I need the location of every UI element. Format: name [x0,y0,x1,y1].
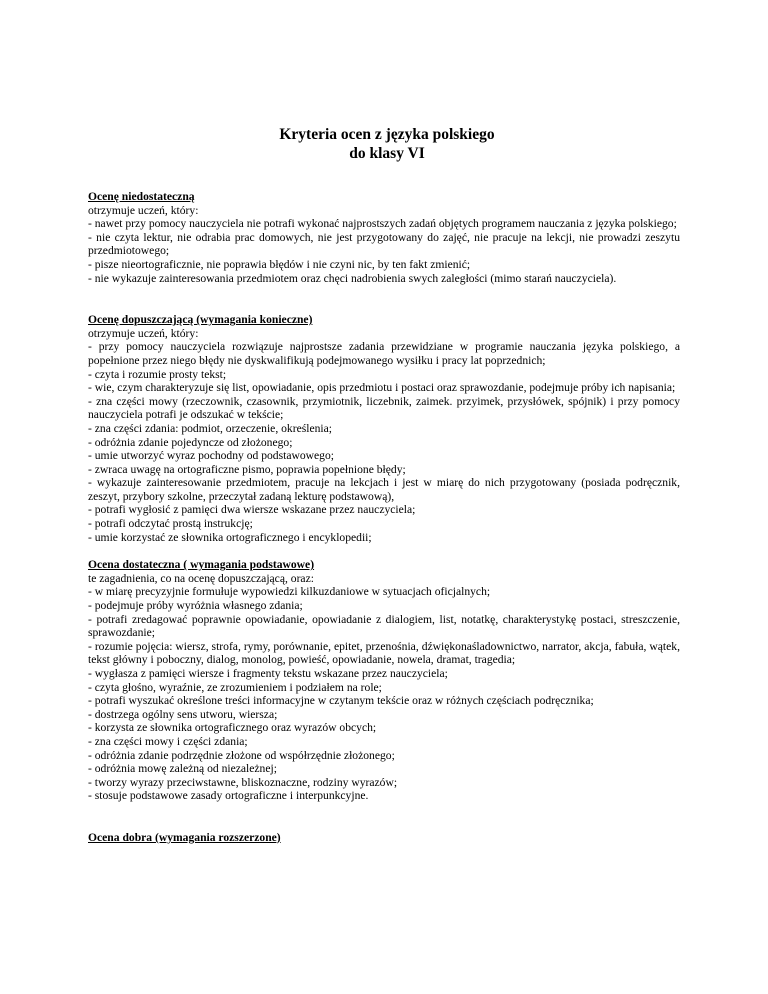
section-heading: Ocena dobra (wymagania rozszerzone) [88,830,281,844]
list-item: - podejmuje próby wyróżnia własnego zdania; [88,599,303,613]
list-item: - umie utworzyć wyraz pochodny od podstawowego; [88,449,334,463]
list-item: - stosuje podstawowe zasady ortograficzne i interpunkcyjne. [88,789,369,803]
list-item: - odróżnia mowę zależną od niezależnej; [88,762,277,776]
list-item: - wie, czym charakteryzuje się list, opowiadanie, opis przedmiotu i postaci oraz sprawozdanie, podejmuje próby ich napisania; [88,381,676,395]
section-niedostateczna [88,190,680,285]
list-item: - tworzy wyrazy przeciwstawne, bliskoznaczne, rodziny wyrazów; [88,775,398,789]
section-heading: Ocenę niedostateczną [88,190,195,203]
list-item: - zna części zdania: podmiot, orzeczenie, określenia; [88,421,332,435]
list-item: - potrafi zredagować poprawnie opowiadanie, opowiadanie z dialogiem, list, notatkę, charakterystykę postaci, streszczenie, sprawozdanie; [88,612,680,640]
section-intro: otrzymuje uczeń, który: [88,326,199,340]
list-item: - odróżnia zdanie podrzędnie złożone od współrzędnie złożonego; [88,748,395,762]
section-heading: Ocenę dopuszczającą (wymagania konieczne) [88,313,313,327]
list-item: - dostrzega ogólny sens utworu, wiersza; [88,707,278,721]
list-item: - nie wykazuje zainteresowania przedmiotem oraz chęci nadrobienia swych zaległości (mimo starań nauczyciela). [88,271,617,285]
title-line-2: do klasy VI [349,145,425,162]
section-intro: te zagadnienia, co na ocenę dopuszczającą, oraz: [88,571,314,585]
list-item: - zwraca uwagę na ortograficzne pismo, poprawia popełnione błędy; [88,462,406,476]
list-item: - zna części mowy (rzeczownik, czasownik, przymiotnik, liczebnik, zaimek. przyimek, przysłówek, spójnik) i przy pomocy nauczyciela potrafi je odszukać w tekście; [88,394,680,422]
list-item: - potrafi wyszukać określone treści informacyjne w czytanym tekście oraz w różnych częściach podręcznika; [88,694,594,708]
list-item: - potrafi wygłosić z pamięci dwa wiersze wskazane przez nauczyciela; [88,503,416,517]
section-heading: Ocena dostateczna ( wymagania podstawowe) [88,558,315,572]
list-item: - wygłasza z pamięci wiersze i fragmenty tekstu wskazane przez nauczyciela; [88,667,448,680]
list-item: - nie czyta lektur, nie odrabia prac domowych, nie jest przygotowany do zajęć, nie pracuje na lekcji, nie prowadzi zeszytu przedmiotowego; [88,230,680,258]
list-item: - korzysta ze słownika ortograficznego oraz wyrazów obcych; [88,721,377,735]
list-item: - potrafi odczytać prostą instrukcję; [88,517,253,531]
document-title [88,125,680,163]
section-dopuszczajaca [88,313,680,544]
list-item: - nawet przy pomocy nauczyciela nie potrafi wykonać najprostszych zadań objętych programem nauczania z języka polskiego; [88,217,677,231]
document-page [88,125,680,845]
list-item: - przy pomocy nauczyciela rozwiązuje najprostsze zadania przewidziane w programie nauczania języka polskiego, a popełnione przez niego błędy nie dyskwalifikują podejmowanego wysiłku i pracy lat poprzednich; [88,340,680,367]
section-dostateczna [88,558,680,803]
section-dobra [88,831,680,845]
list-item: - czyta i rozumie prosty tekst; [88,367,227,381]
list-item: - czyta głośno, wyraźnie, ze zrozumieniem i podziałem na role; [88,680,382,694]
list-item: - zna części mowy i części zdania; [88,734,248,748]
list-item: - w miarę precyzyjnie formułuje wypowiedzi kilkuzdaniowe w sytuacjach oficjalnych; [88,585,491,599]
list-item: - odróżnia zdanie pojedyncze od złożonego; [88,435,293,449]
list-item: - rozumie pojęcia: wiersz, strofa, rymy, porównanie, epitet, przenośnia, dźwiękonaśladownictwo, narrator, akcja, fabuła, wątek, tekst główny i poboczny, dialog, monolog, powieść, opowiadanie, nowela, dramat, tragedia; [88,639,680,667]
list-item: - pisze nieortograficznie, nie poprawia błędów i nie czyni nic, by ten fakt zmienić; [88,257,471,271]
list-item: - wykazuje zainteresowanie przedmiotem, pracuje na lekcjach i jest w miarę do nich przygotowany (posiada podręcznik, zeszyt, przybory szkolne, przeczytał zadaną lekturę podstawową), [88,476,680,503]
section-intro: otrzymuje uczeń, który: [88,203,199,217]
list-item: - umie korzystać ze słownika ortograficznego i encyklopedii; [88,530,372,544]
title-line-1: Kryteria ocen z języka polskiego [279,126,495,143]
